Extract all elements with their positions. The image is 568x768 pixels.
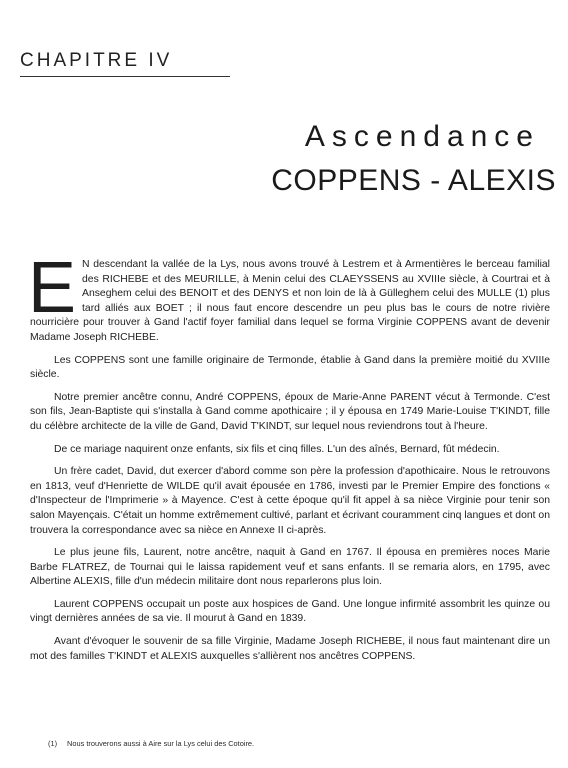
paragraph-2: Les COPPENS sont une famille originaire de Termonde, établie à Gand dans la première moitié du XVIIIe siècle. bbox=[30, 354, 550, 381]
footnote bbox=[48, 739, 538, 748]
page-title-line-1: Ascendance bbox=[304, 120, 540, 153]
paragraph-5: Un frère cadet, David, dut exercer d'abord comme son père la profession d'apothicaire. Nous le retrouvons en 1813, veuf d'Henriette de WILDE qu'il avait épousée en 1786, investi par le Premier Empire des fonctions « d'Inspecteur de l'Imprimerie » à Mayence. C'est à cette époque qu'il fit appel à sa nièce Virginie pour tenir son salon Mayençais. C'était un homme extrêmement cultivé, parlant et écrivant couramment cinq langues et dont on trouvera la correspondance avec sa nièce en Annexe II ci-après. bbox=[30, 466, 550, 536]
paragraph-7: Laurent COPPENS occupait un poste aux hospices de Gand. Une longue infirmité assombrit les quinze ou vingt dernières années de sa vie. Il mourut à Gand en 1839. bbox=[30, 598, 550, 625]
paragraph-1-text: N descendant la vallée de la Lys, nous avons trouvé à Lestrem et à Armentières le berceau familial des RICHEBE et des MEURILLE, à Menin celui des CLAEYSSENS au XVIIIe siècle, à Courtrai et à Anseghem celui des BENOIT et des DENYS et non loin de là à Gülleghem celui des MULLE (1) plus tard alliés aux BOET ; il nous faut encore descendre un peu plus bas le cours de notre rivière nourricière pour trouver à Gand l'actif foyer familial dans lequel se forma Virginie COPPENS avant de devenir Madame Joseph RICHEBE. bbox=[30, 259, 550, 343]
paragraph-8: Avant d'évoquer le souvenir de sa fille Virginie, Madame Joseph RICHEBE, il nous faut maintenant dire un mot des familles T'KINDT et ALEXIS auxquelles s'allièrent nos ancêtres COPPENS. bbox=[30, 636, 550, 662]
footnote-text: Nous trouverons aussi à Aire sur la Lys celui des Cotoire. bbox=[67, 739, 255, 748]
footnote-mark: (1) bbox=[48, 739, 58, 748]
drop-cap: E bbox=[28, 248, 77, 328]
page-title-line-2: COPPENS - ALEXIS bbox=[271, 164, 556, 197]
paragraph-3: Notre premier ancêtre connu, André COPPENS, époux de Marie-Anne PARENT vécut à Termonde. C'est son fils, Jean-Baptiste qui s'installa à Gand comme apothicaire ; il y épousa en 1749 Marie-Louise T'KINDT, fille du célèbre architecte de la ville de Gand, David T'KINDT, sur lequel nous reviendrons tout à l'heure. bbox=[30, 391, 550, 432]
body-text bbox=[28, 248, 550, 672]
paragraph-4: De ce mariage naquirent onze enfants, six fils et cinq filles. L'un des aînés, Bernard, fût médecin. bbox=[54, 443, 500, 455]
chapter-underline bbox=[20, 76, 230, 77]
paragraph-1 bbox=[28, 248, 550, 346]
paragraph-6: Le plus jeune fils, Laurent, notre ancêtre, naquit à Gand en 1767. Il épousa en premières noces Marie Barbe FLATREZ, de Tournai qui le laissa rapidement veuf et sans enfants. Il se remaria alors, en 1795, avec Albertine ALEXIS, fille d'un médecin militaire dont nous reparlerons plus loin. bbox=[30, 547, 550, 588]
chapter-label: CHAPITRE IV bbox=[20, 50, 173, 71]
